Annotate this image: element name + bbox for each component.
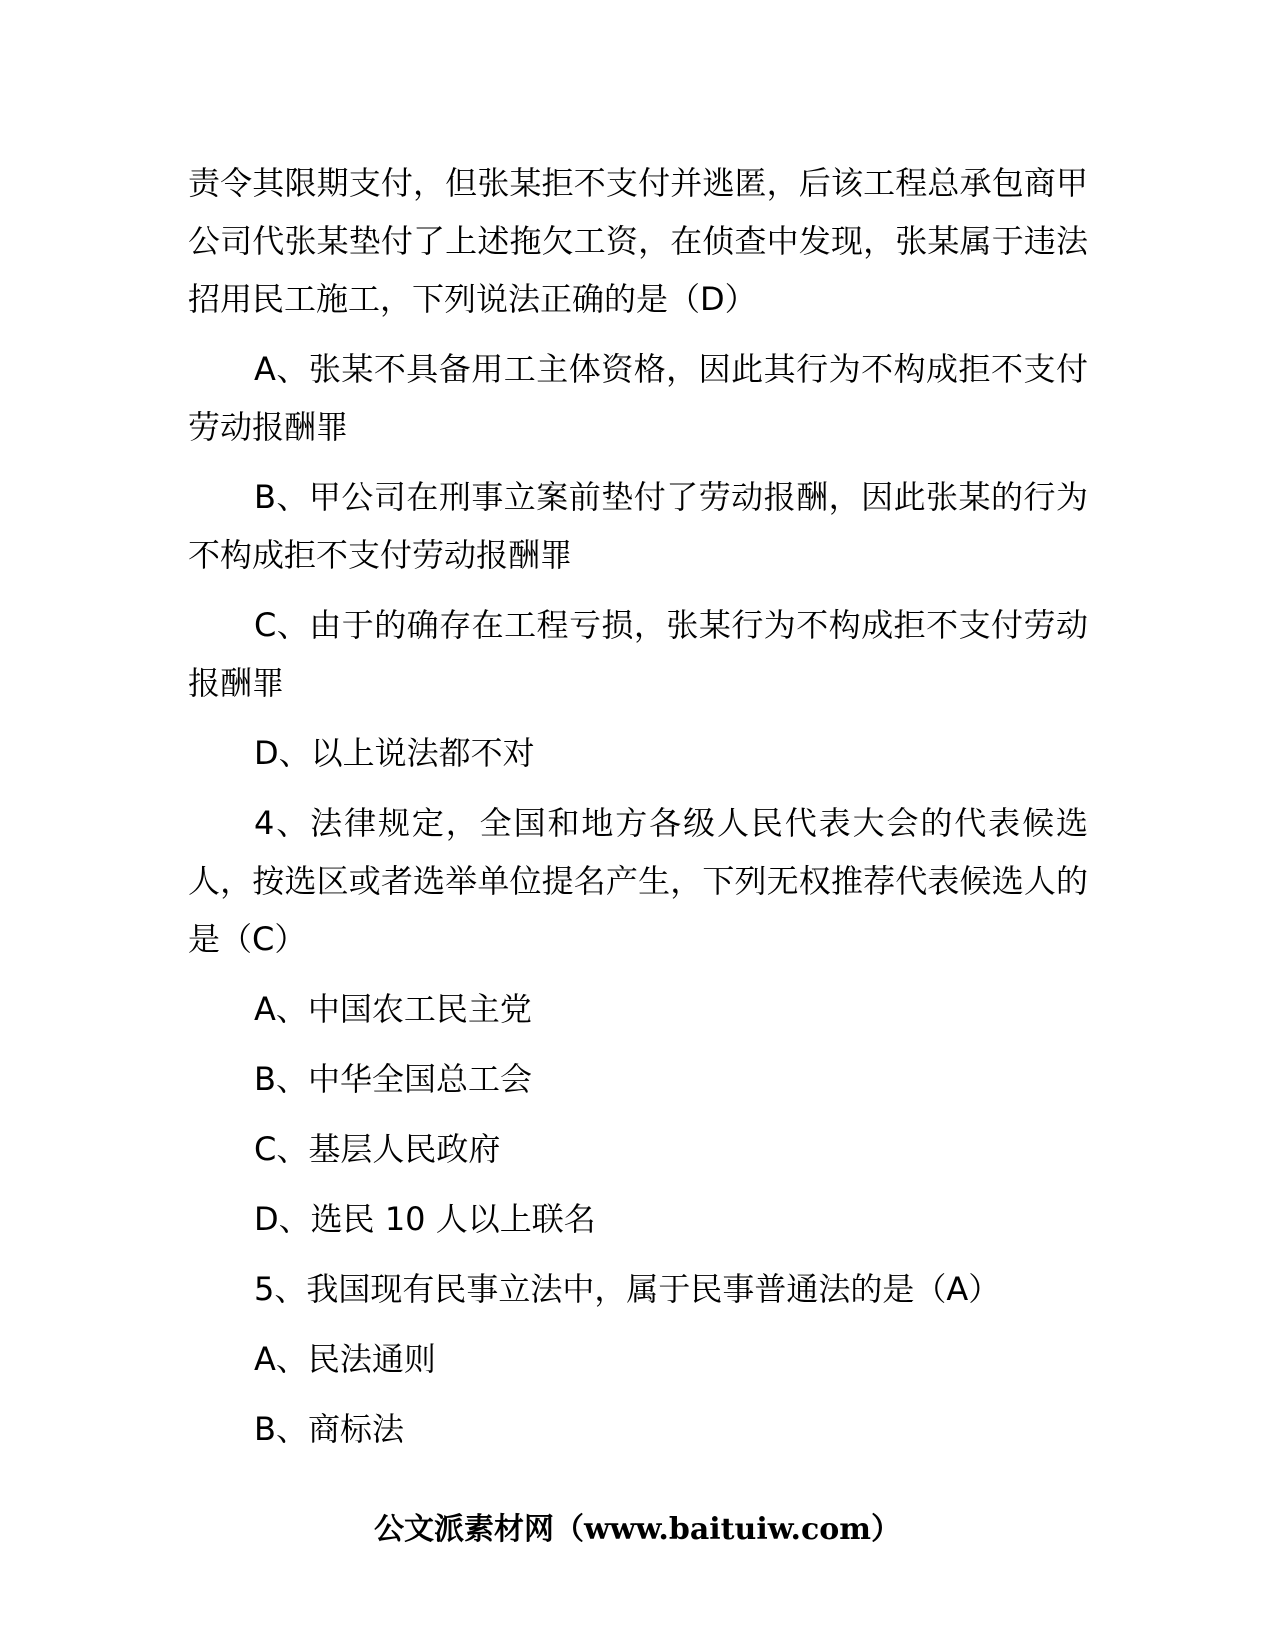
question-4-option-a: A、中国农工民主党	[254, 990, 532, 1028]
page-footer: 公文派素材网（www.baituiw.com）	[373, 1512, 902, 1547]
question-5-option-a: A、民法通则	[254, 1340, 436, 1378]
question-5-stem: 5、我国现有民事立法中，属于民事普通法的是（A）	[254, 1270, 1001, 1308]
question-3-option-c: C、由于的确存在工程亏损，张某行为不构成拒不支付劳动报酬罪	[188, 606, 1088, 702]
question-4-option-c: C、基层人民政府	[254, 1130, 501, 1168]
question-3-option-a: A、张某不具备用工主体资格，因此其行为不构成拒不支付劳动报酬罪	[188, 350, 1088, 446]
question-4-stem: 4、法律规定，全国和地方各级人民代表大会的代表候选人，按选区或者选举单位提名产生，下列无权推荐代表候选人的是（C）	[188, 804, 1088, 958]
question-3-stem-continued: 责令其限期支付，但张某拒不支付并逃匿，后该工程总承包商甲公司代张某垫付了上述拖欠工资，在侦查中发现，张某属于违法招用民工施工，下列说法正确的是（D）	[188, 164, 1088, 318]
question-4-option-d: D、选民 10 人以上联名	[254, 1200, 596, 1238]
document-body	[188, 154, 1088, 1470]
question-4-option-b: B、中华全国总工会	[254, 1060, 532, 1098]
question-3-option-b: B、甲公司在刑事立案前垫付了劳动报酬，因此张某的行为不构成拒不支付劳动报酬罪	[188, 478, 1088, 574]
question-5-option-b: B、商标法	[254, 1410, 404, 1448]
question-3-option-d: D、以上说法都不对	[254, 734, 535, 772]
